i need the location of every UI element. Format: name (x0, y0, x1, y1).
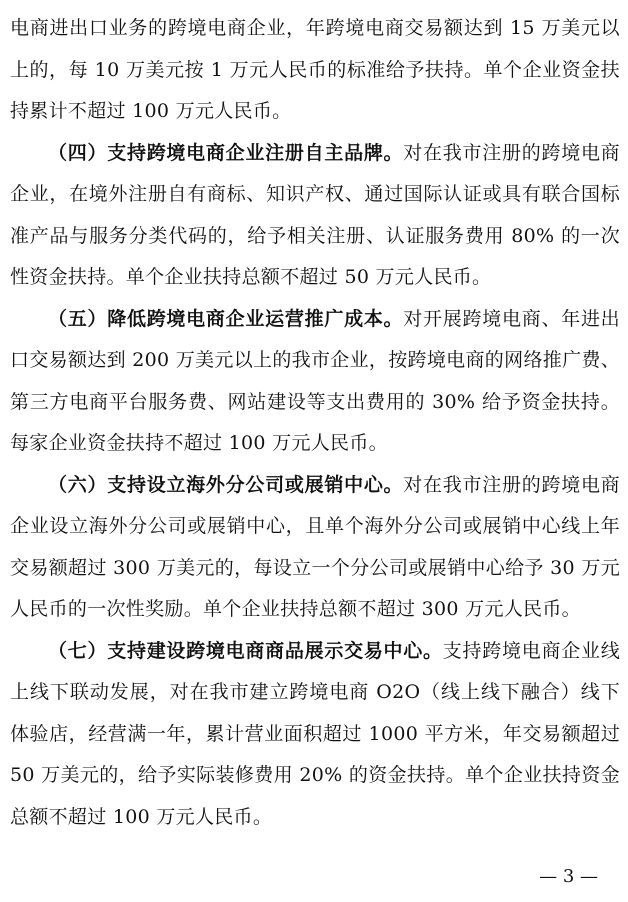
paragraph-continuation (10, 8, 620, 133)
section-heading: （七）支持建设跨境电商商品展示交易中心。 (48, 639, 443, 662)
paragraph-body: 电商进出口业务的跨境电商企业，年跨境电商交易额达到 15 万美元以上的，每 10 万美元按 1 万元人民币的标准给予扶持。单个企业资金扶持累计不超过 100 万元人民币。 (10, 17, 620, 122)
section-heading: （五）降低跨境电商企业运营推广成本。 (48, 307, 404, 330)
paragraph-section-7 (10, 631, 620, 839)
section-heading: （六）支持设立海外分公司或展销中心。 (48, 473, 404, 496)
paragraph-body: 对在我市注册的跨境电商企业设立海外分公司或展销中心，且单个海外分公司或展销中心线上年交易额超过 300 万美元的，每设立一个分公司或展销中心给予 30 万元人民币的一次性奖励。单个企业扶持总额不超过 300 万元人民币。 (10, 473, 620, 620)
page-number: — 3 — (539, 866, 598, 887)
document-page (10, 8, 620, 838)
paragraph-body: 对开展跨境电商、年进出口交易额达到 200 万美元以上的我市企业，按跨境电商的网络推广费、第三方电商平台服务费、网站建设等支出费用的 30% 给予资金扶持。每家企业资金扶持不超过 100 万元人民币。 (10, 307, 620, 454)
paragraph-body: 支持跨境电商企业线上线下联动发展，对在我市建立跨境电商 O2O（线上线下融合）线下体验店，经营满一年，累计营业面积超过 1000 平方米，年交易额超过 50 万美元的，给予实际装修费用 20% 的资金扶持。单个企业扶持资金总额不超过 100 万元人民币。 (10, 639, 620, 828)
section-heading: （四）支持跨境电商企业注册自主品牌。 (48, 141, 404, 164)
paragraph-section-6 (10, 465, 620, 631)
paragraph-section-4 (10, 133, 620, 299)
paragraph-section-5 (10, 299, 620, 465)
paragraph-body: 对在我市注册的跨境电商企业，在境外注册自有商标、知识产权、通过国际认证或具有联合国标准产品与服务分类代码的，给予相关注册、认证服务费用 80% 的一次性资金扶持。单个企业扶持总额不超过 50 万元人民币。 (10, 141, 620, 288)
